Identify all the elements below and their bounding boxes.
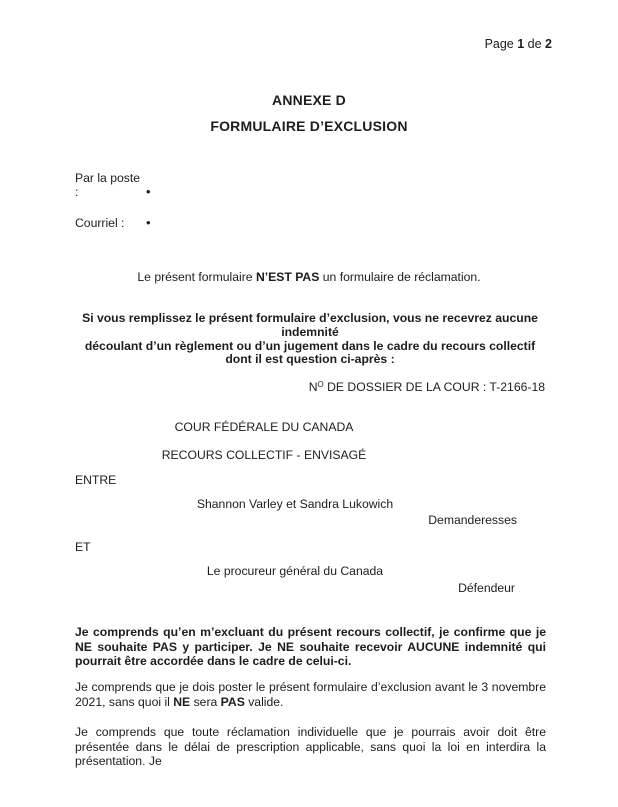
- paragraph-deadline: Je comprends que je dois poster le présent formulaire d’exclusion avant le 3 novembre 2021, sans quoi il NE sera PAS valide.: [75, 680, 546, 709]
- mail-bullet-icon: •: [146, 184, 151, 199]
- paragraph-exclusion-confirmation: Je comprends qu’en m’excluant du présent recours collectif, je confirme que je NE souhaite PAS y participer. Je NE souhaite recevoir AUCUNE indemnité qui pourrait être accordée dans le cadre de celui-ci.: [75, 625, 546, 669]
- email-bullet-icon: •: [146, 215, 151, 230]
- between-label: ENTRE: [75, 473, 117, 487]
- exclusion-warning-line1: Si vous remplissez le présent formulaire d’exclusion, vous ne recevrez aucune indemnité: [82, 311, 538, 339]
- court-name: COUR FÉDÉRALE DU CANADA: [174, 420, 354, 434]
- title-annexe: ANNEXE D: [272, 92, 346, 108]
- and-label: ET: [75, 540, 91, 554]
- email-label: Courriel :: [75, 216, 125, 230]
- plaintiffs-role: Demanderesses: [428, 513, 517, 527]
- exclusion-warning: [74, 312, 546, 367]
- mail-label: Par la poste :: [75, 171, 141, 199]
- exclusion-warning-line3: dont il est question ci-après :: [225, 352, 395, 367]
- court-file-rest: DE DOSSIER DE LA COUR : T-2166-18: [323, 380, 545, 394]
- claim-notice: Le présent formulaire N’EST PAS un formulaire de réclamation.: [137, 270, 481, 284]
- email-line: [75, 215, 151, 230]
- mail-line: [75, 171, 151, 199]
- title-formulaire: FORMULAIRE D’EXCLUSION: [210, 118, 408, 134]
- paragraph-limitation: Je comprends que toute réclamation individuelle que je pourrais avoir doit être présentée dans le délai de prescription applicable, sans quoi la loi en interdira la présentation. Je: [75, 725, 546, 769]
- defendant-name: Le procureur général du Canada: [206, 564, 384, 578]
- court-file-prefix: N: [308, 380, 318, 394]
- court-proceeding: RECOURS COLLECTIF - ENVISAGÉ: [161, 448, 367, 462]
- court-file-number: [0, 380, 545, 394]
- defendant-role: Défendeur: [458, 581, 515, 595]
- page-number: Page 1 de 2: [484, 37, 552, 51]
- plaintiffs-names: Shannon Varley et Sandra Lukowich: [196, 497, 394, 511]
- document-title: [0, 92, 618, 134]
- court-file-superscript: O: [317, 380, 324, 389]
- exclusion-warning-line2: découlant d’un règlement ou d’un jugement dans le cadre du recours collectif: [84, 338, 536, 353]
